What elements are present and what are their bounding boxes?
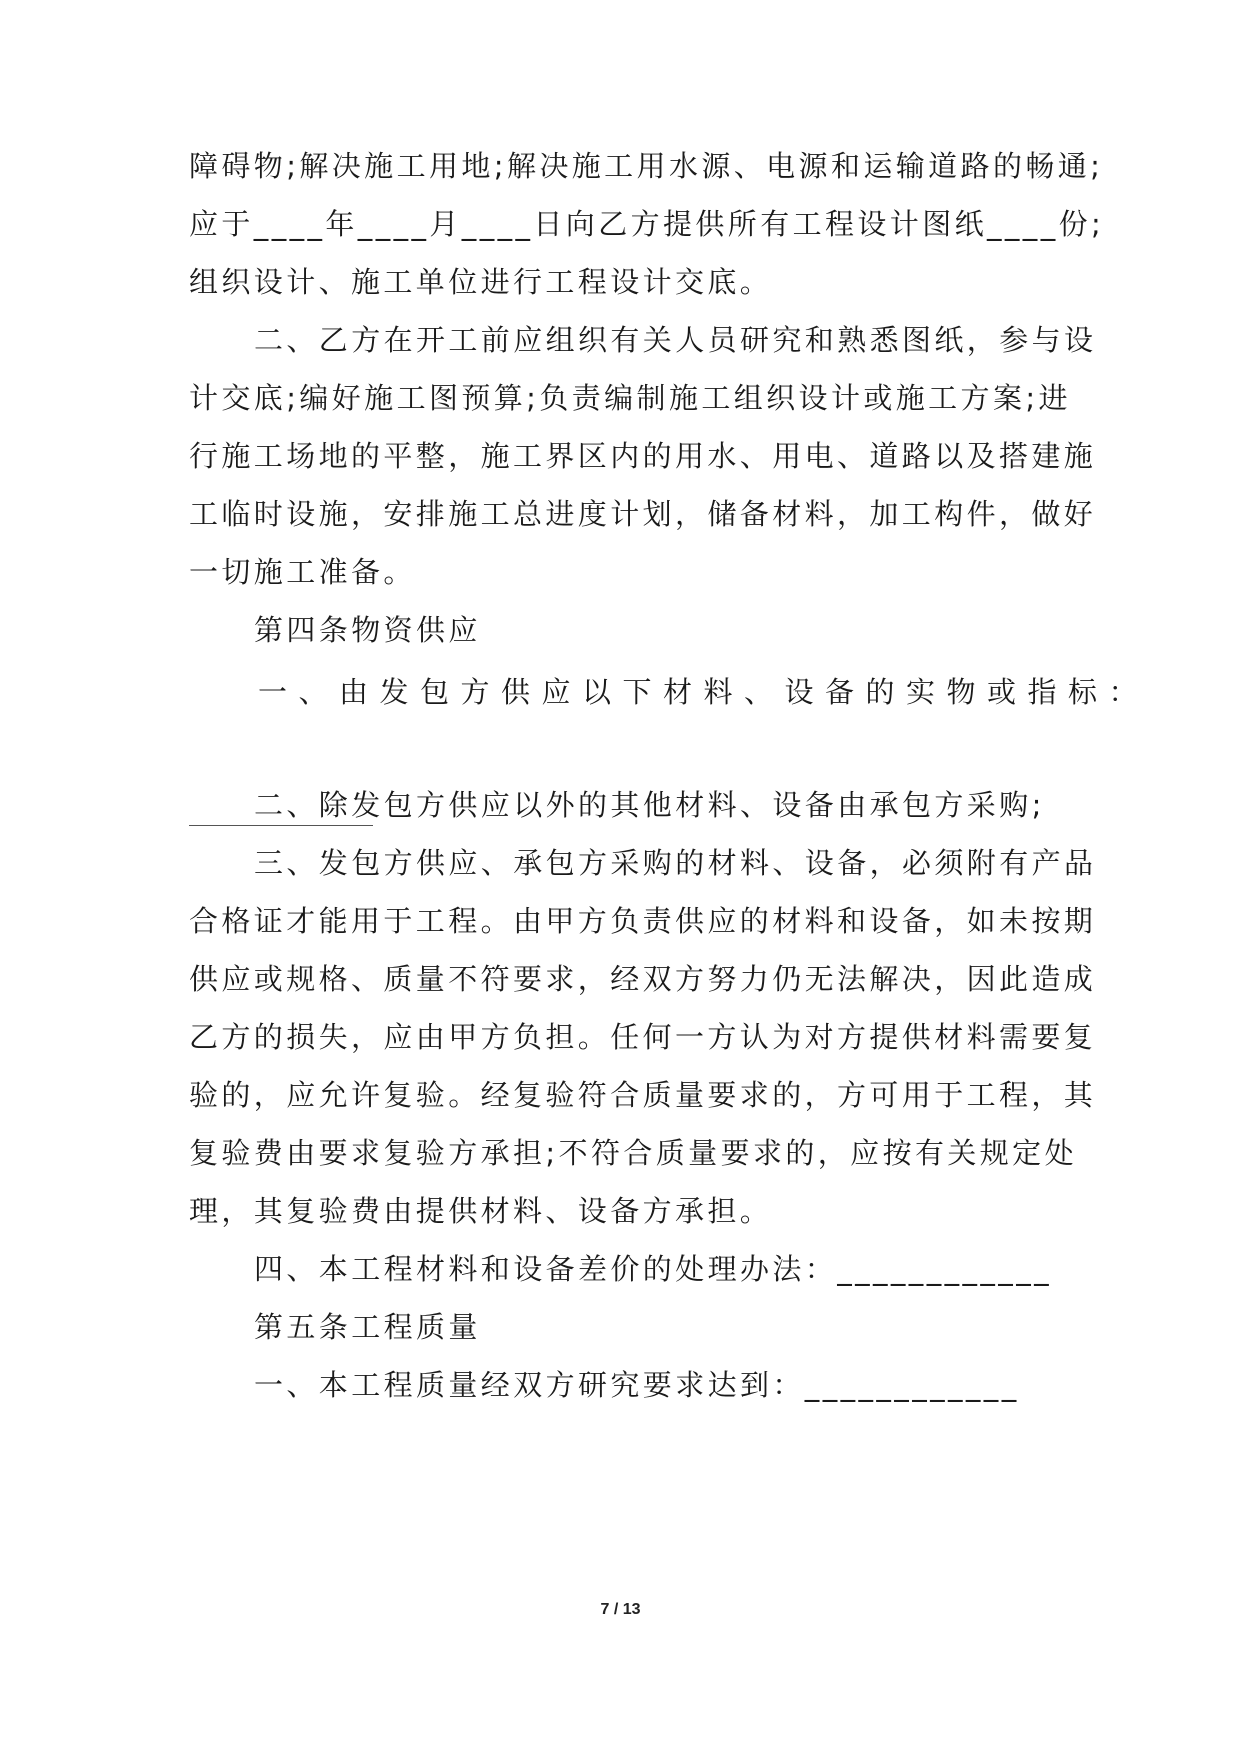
paragraph-line: 四、本工程材料和设备差价的处理办法：____________ — [254, 1252, 1053, 1286]
paragraph-line: 乙方的损失，应由甲方负担。任何一方认为对方提供材料需要复 — [189, 1020, 1097, 1054]
paragraph-line: 三、发包方供应、承包方采购的材料、设备，必须附有产品 — [254, 846, 1097, 880]
page-number: 7 / 13 — [600, 1601, 641, 1618]
paragraph-line: 一、本工程质量经双方研究要求达到：____________ — [254, 1368, 1020, 1402]
paragraph-line: 验的，应允许复验。经复验符合质量要求的，方可用于工程，其 — [189, 1078, 1097, 1112]
section-heading: 第四条物资供应 — [254, 613, 481, 647]
paragraph-line: 二、除发包方供应以外的其他材料、设备由承包方采购; — [254, 788, 1045, 822]
paragraph-line: 一切施工准备。 — [189, 555, 416, 589]
paragraph-line: 理，其复验费由提供材料、设备方承担。 — [189, 1194, 773, 1228]
section-heading: 第五条工程质量 — [254, 1310, 481, 1344]
paragraph-line: 合格证才能用于工程。由甲方负责供应的材料和设备，如未按期 — [189, 904, 1097, 938]
paragraph-line: 组织设计、施工单位进行工程设计交底。 — [189, 265, 773, 299]
paragraph-line: 复验费由要求复验方承担;不符合质量要求的，应按有关规定处 — [189, 1136, 1077, 1170]
fill-in-blank-line — [189, 825, 373, 826]
paragraph-line: 工临时设施，安排施工总进度计划，储备材料，加工构件，做好 — [189, 497, 1097, 531]
paragraph-line: 应于____年____月____日向乙方提供所有工程设计图纸____份; — [189, 207, 1105, 241]
paragraph-line: 一、由发包方供应以下材料、设备的实物或指标： — [258, 675, 1150, 709]
paragraph-line: 行施工场地的平整，施工界区内的用水、用电、道路以及搭建施 — [189, 439, 1097, 473]
paragraph-line: 供应或规格、质量不符要求，经双方努力仍无法解决，因此造成 — [189, 962, 1097, 996]
paragraph-line: 二、乙方在开工前应组织有关人员研究和熟悉图纸，参与设 — [254, 323, 1097, 357]
paragraph-line: 障碍物;解决施工用地;解决施工用水源、电源和运输道路的畅通; — [189, 149, 1104, 183]
paragraph-line: 计交底;编好施工图预算;负责编制施工组织设计或施工方案;进 — [189, 381, 1071, 415]
